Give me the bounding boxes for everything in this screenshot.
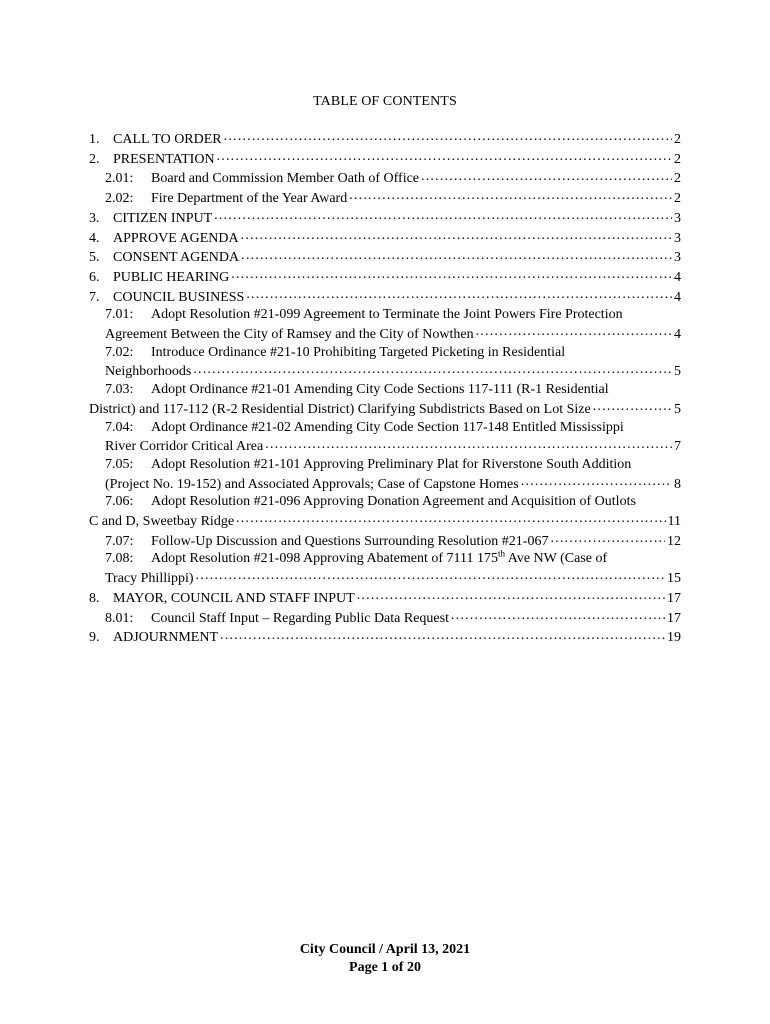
toc-entry-number: 7.08:: [105, 551, 134, 567]
toc-entry-label-continued: Agreement Between the City of Ramsey and the City of Nowthen: [105, 327, 474, 343]
toc-entry-number: 7.05:: [105, 456, 134, 472]
toc-entry-label: Adopt Ordinance #21-01 Amending City Code Sections 117-111 (R-1 Residential: [151, 382, 609, 398]
toc-page-number: 8: [674, 476, 681, 492]
toc-entry-number: 8.01:: [105, 610, 134, 626]
toc-entry-label-continued: River Corridor Critical Area: [105, 439, 264, 455]
toc-entry-mayor-council-staff-input[interactable]: [89, 588, 681, 608]
toc-entry-label: Board and Commission Member Oath of Office: [151, 171, 420, 187]
toc-entry-label: Adopt Resolution #21-098 Approving Abatement of 7111 175: [151, 551, 498, 567]
toc-entry-7-08[interactable]: [89, 550, 681, 587]
toc-entry-label: Adopt Resolution #21-099 Agreement to Terminate the Joint Powers Fire Protection: [151, 307, 623, 323]
dot-leader: [421, 168, 672, 182]
toc-entry-council-business[interactable]: [89, 287, 681, 307]
toc-page-number: 4: [674, 327, 681, 343]
dot-leader: [476, 324, 672, 338]
page-footer: [0, 941, 770, 977]
toc-page-number: 19: [667, 630, 681, 646]
toc-page-number: 12: [667, 533, 681, 549]
dot-leader: [217, 149, 672, 163]
toc-entry-label: MAYOR, COUNCIL AND STAFF INPUT: [113, 590, 355, 606]
toc-page-number: 5: [674, 364, 681, 380]
toc-entry-number: 1.: [89, 132, 100, 147]
toc-entry-label-continued: C and D, Sweetbay Ridge: [89, 514, 235, 530]
dot-leader: [246, 287, 672, 301]
toc-entry-7-02[interactable]: [89, 344, 681, 381]
toc-page-number: 2: [674, 171, 681, 187]
toc-page-number: 17: [667, 610, 681, 626]
toc-entry-presentation[interactable]: [89, 149, 681, 169]
toc-entry-consent-agenda[interactable]: [89, 247, 681, 267]
toc-entry-label: PUBLIC HEARING: [113, 269, 230, 285]
toc-entry-2-02[interactable]: [89, 188, 681, 208]
toc-entry-number: 2.: [89, 151, 100, 167]
dot-leader: [220, 627, 665, 641]
dot-leader: [241, 247, 672, 261]
toc-entry-label: CONSENT AGENDA: [113, 250, 240, 266]
toc-entry-label: APPROVE AGENDA: [113, 230, 239, 246]
toc-entry-label-continued: (Project No. 19-152) and Associated Approvals; Case of Capstone Homes: [105, 476, 519, 492]
footer-page-number: Page 1 of 20: [349, 960, 421, 975]
dot-leader: [593, 399, 672, 413]
toc-entry-number: 2.02:: [105, 191, 134, 207]
toc-entry-label: CALL TO ORDER: [113, 132, 222, 147]
toc-entry-call-to-order[interactable]: [89, 129, 681, 149]
toc-entry-label: COUNCIL BUSINESS: [113, 289, 245, 305]
toc-title: TABLE OF CONTENTS: [313, 94, 457, 109]
dot-leader: [550, 531, 665, 545]
toc-entry-number: 7.06:: [105, 494, 134, 510]
toc-page-number: 7: [674, 439, 681, 455]
toc-entry-adjournment[interactable]: [89, 627, 681, 647]
toc-entry-number: 4.: [89, 230, 100, 246]
toc-entry-label: PRESENTATION: [113, 151, 215, 167]
table-of-contents: [89, 129, 681, 647]
toc-page-number: 3: [674, 230, 681, 246]
toc-page-number: 5: [674, 401, 681, 417]
dot-leader: [451, 608, 665, 622]
toc-page-number: 3: [674, 210, 681, 226]
toc-page-number: 2: [674, 132, 681, 147]
toc-entry-number: 7.01:: [105, 307, 134, 323]
toc-entry-label: CITIZEN INPUT: [113, 210, 213, 226]
toc-entry-7-03[interactable]: [89, 381, 681, 418]
toc-entry-number: 9.: [89, 630, 100, 646]
dot-leader: [214, 208, 672, 222]
toc-entry-number: 6.: [89, 269, 100, 285]
toc-page-number: 17: [667, 590, 681, 606]
toc-entry-label-continued: Tracy Phillippi): [105, 571, 194, 587]
footer-meeting-date: City Council / April 13, 2021: [299, 942, 471, 957]
toc-entry-label: Adopt Resolution #21-096 Approving Donation Agreement and Acquisition of Outlots: [151, 494, 636, 510]
toc-entry-label: Council Staff Input – Regarding Public Data Request: [151, 610, 449, 626]
toc-entry-label: Fire Department of the Year Award: [151, 191, 348, 207]
toc-entry-number: 5.: [89, 250, 100, 266]
toc-entry-2-01[interactable]: [89, 168, 681, 188]
toc-entry-public-hearing[interactable]: [89, 267, 681, 287]
toc-entry-approve-agenda[interactable]: [89, 228, 681, 248]
toc-entry-label: Adopt Resolution #21-101 Approving Preliminary Plat for Riverstone South Addition: [151, 456, 632, 472]
ordinal-superscript: th: [498, 548, 506, 559]
toc-entry-number: 8.: [89, 590, 100, 606]
toc-entry-label: Adopt Ordinance #21-02 Amending City Code Section 117-148 Entitled Mississippi: [151, 419, 624, 435]
dot-leader: [231, 267, 672, 281]
toc-entry-label: Follow-Up Discussion and Questions Surrounding Resolution #21-067: [151, 533, 549, 549]
dot-leader: [265, 436, 672, 450]
toc-entry-number: 7.04:: [105, 419, 134, 435]
toc-page-number: 3: [674, 250, 681, 266]
toc-entry-7-07[interactable]: [89, 531, 681, 551]
toc-entry-7-05[interactable]: [89, 456, 681, 493]
dot-leader: [521, 474, 672, 488]
dot-leader: [357, 588, 665, 602]
toc-entry-number: 3.: [89, 210, 100, 226]
toc-entry-number: 7.: [89, 289, 100, 305]
toc-entry-7-01[interactable]: [89, 306, 681, 343]
toc-entry-label-continued: District) and 117-112 (R-2 Residential District) Clarifying Subdistricts Based on Lot Size: [89, 401, 591, 417]
toc-entry-number: 7.02:: [105, 344, 134, 360]
toc-entry-label: Introduce Ordinance #21-10 Prohibiting Targeted Picketing in Residential: [151, 344, 566, 360]
dot-leader: [196, 568, 665, 582]
toc-page-number: 2: [674, 191, 681, 207]
dot-leader: [193, 361, 672, 375]
toc-entry-label-tail: Ave NW (Case of: [505, 551, 608, 567]
toc-entry-label: ADJOURNMENT: [113, 630, 218, 646]
toc-page-number: 4: [674, 269, 681, 285]
dot-leader: [349, 188, 672, 202]
toc-entry-citizen-input[interactable]: [89, 208, 681, 228]
toc-page-number: 2: [674, 151, 681, 167]
dot-leader: [241, 228, 672, 242]
toc-page-number: 4: [674, 289, 681, 305]
dot-leader: [236, 511, 665, 525]
toc-page-number: 15: [667, 571, 681, 587]
dot-leader: [224, 129, 672, 143]
toc-entry-8-01[interactable]: [89, 608, 681, 628]
toc-entry-label-continued: Neighborhoods: [105, 364, 192, 380]
toc-page-number: 11: [667, 514, 681, 530]
toc-entry-number: 7.07:: [105, 533, 134, 549]
toc-entry-7-04[interactable]: [89, 419, 681, 456]
toc-entry-number: 2.01:: [105, 171, 134, 187]
toc-entry-7-06[interactable]: [89, 493, 681, 530]
toc-entry-number: 7.03:: [105, 382, 134, 398]
